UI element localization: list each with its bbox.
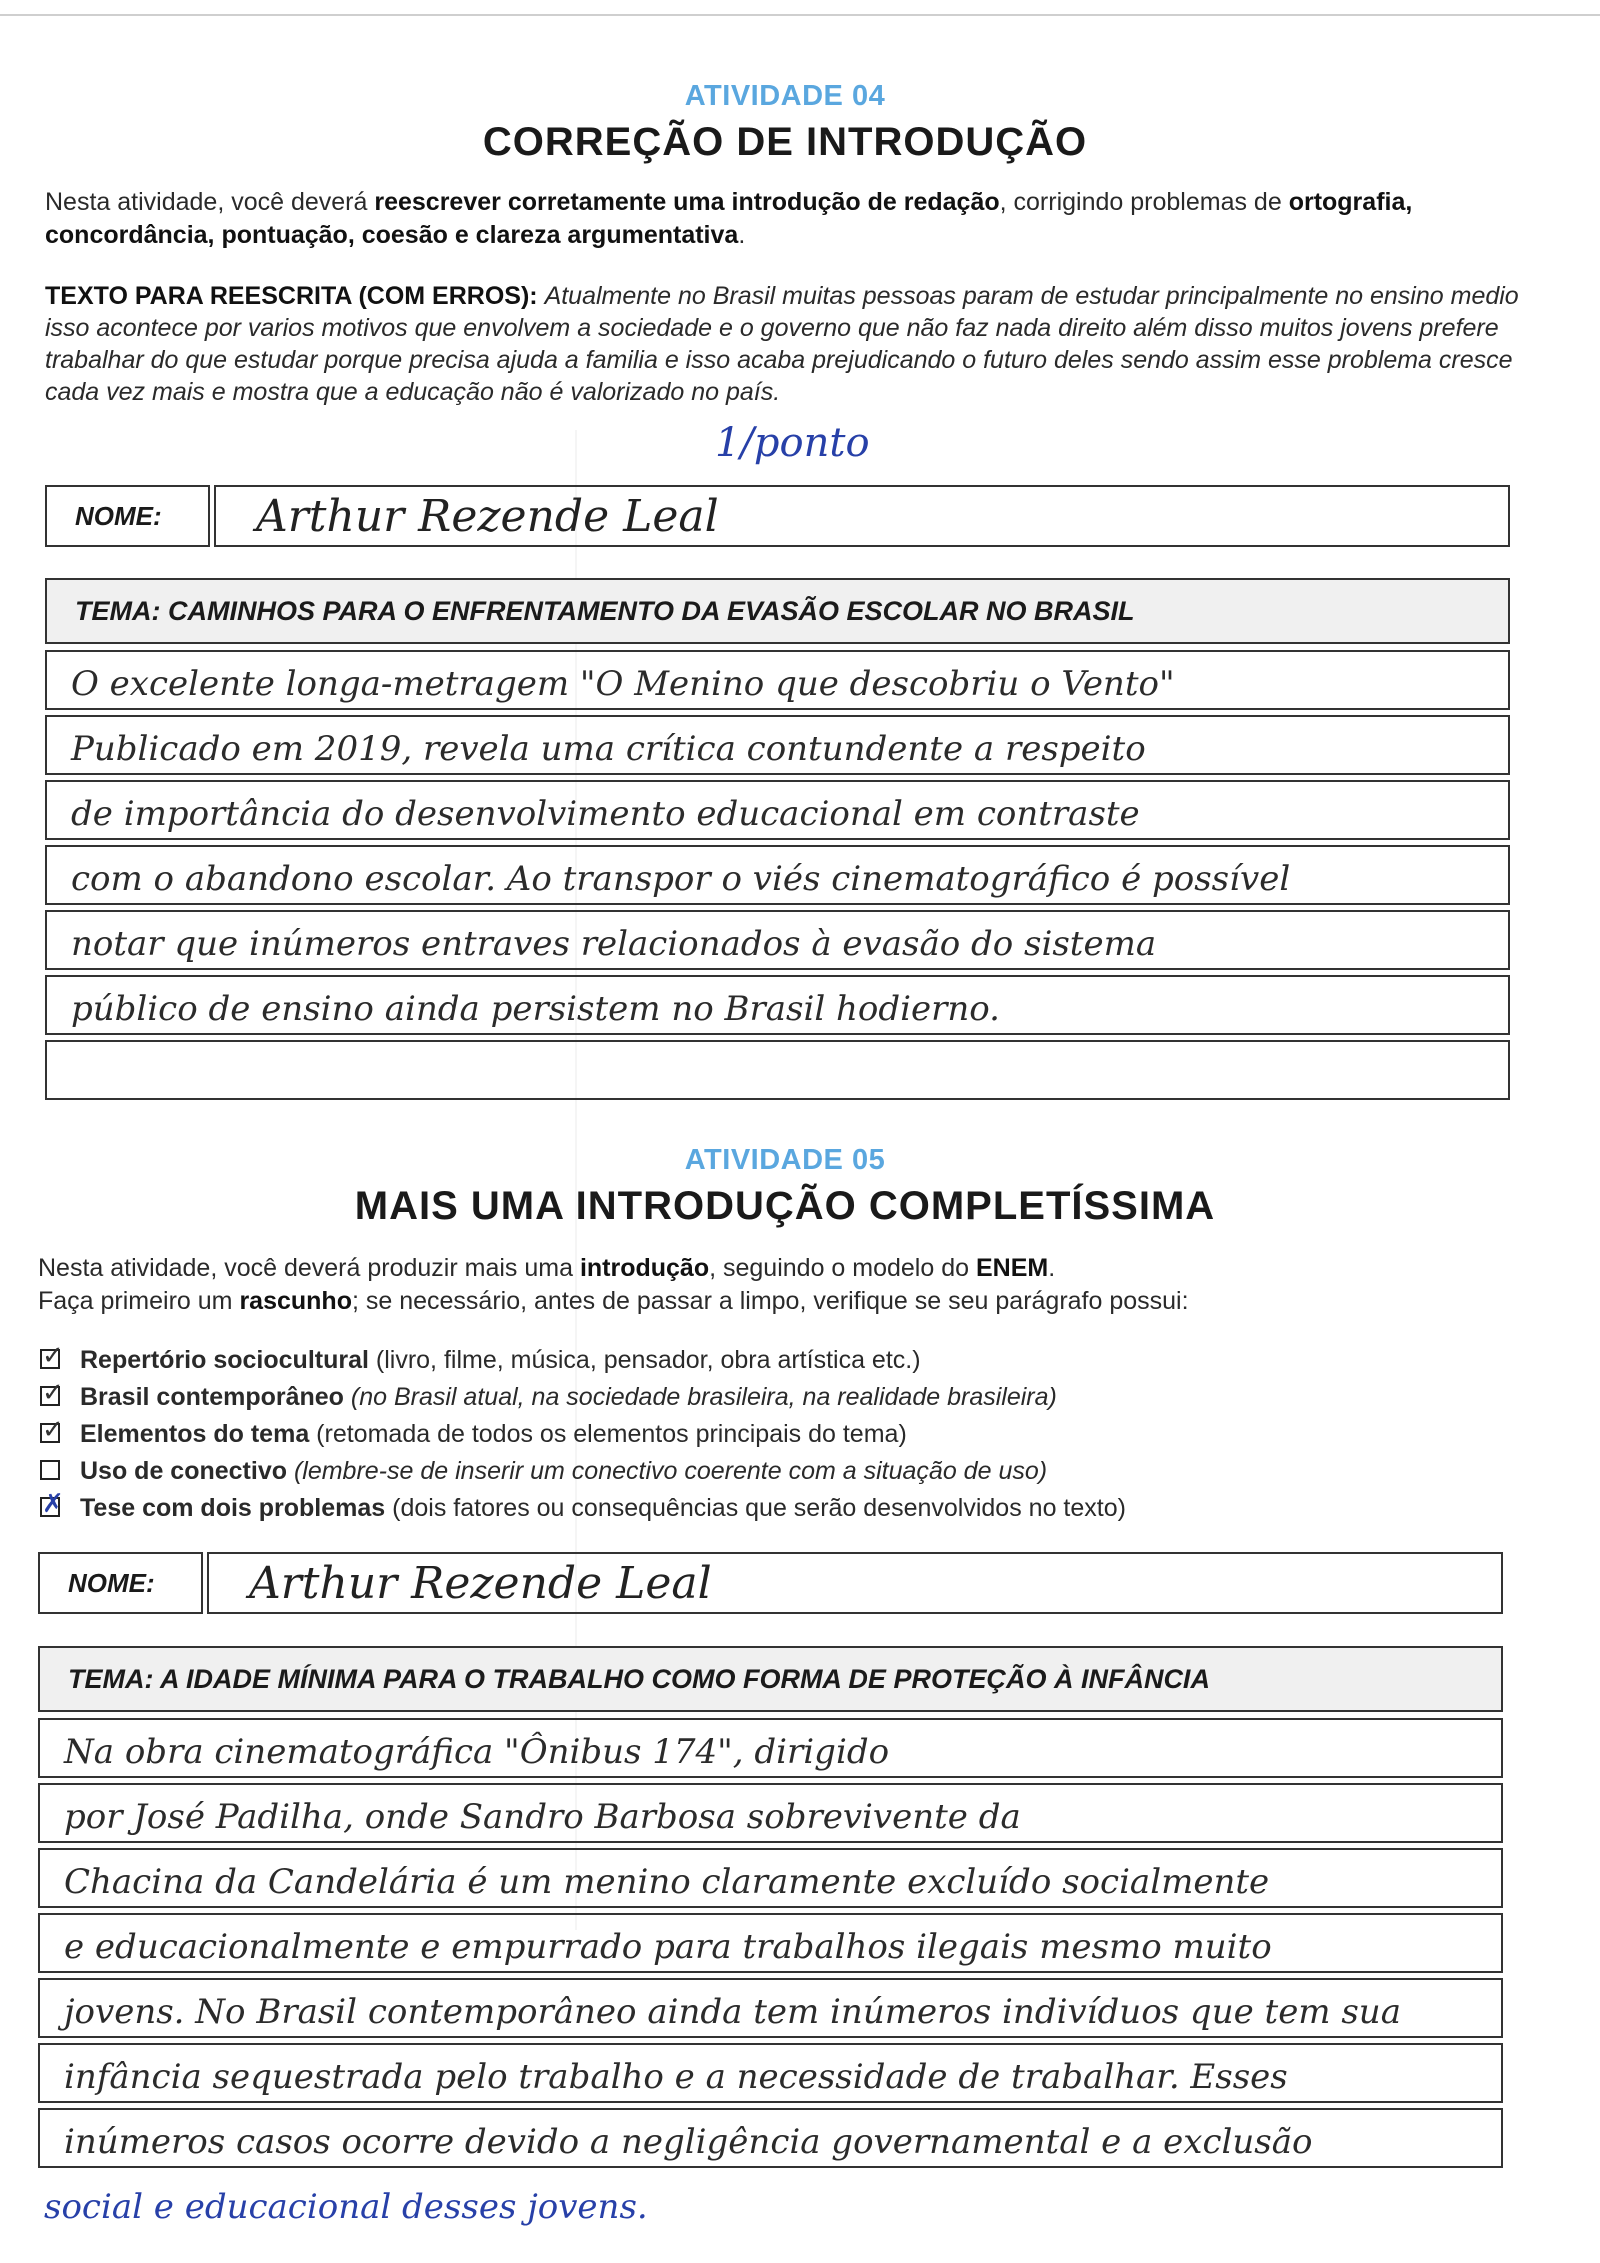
tema-activity-5: TEMA: A IDADE MÍNIMA PARA O TRABALHO COMO FORMA DE PROTEÇÃO À INFÂNCIA bbox=[38, 1646, 1503, 1712]
checkbox-checked-icon[interactable] bbox=[40, 1386, 60, 1406]
activity-5-label: ATIVIDADE 05 bbox=[684, 1144, 886, 1176]
answer-line: por José Padilha, onde Sandro Barbosa sobrevivente da bbox=[38, 1783, 1503, 1843]
text-to-rewrite-body: Atualmente no Brasil muitas pessoas param de estudar principalmente no ensino medio isso acontece por varios motivos que envolvem a sociedade e o governo que não faz nada direito além disso muitos jovens prefere trabalhar do que estudar porque precisa ajuda a familia e isso acaba prejudicando o futuro deles sendo assim esse problema cresce cada vez mais e mostra que a educação não é valorizado no país. bbox=[45, 282, 1519, 406]
answer-line: O excelente longa-metragem "O Menino que descobriu o Vento" bbox=[45, 650, 1510, 710]
answer-line: público de ensino ainda persistem no Brasil hodierno. bbox=[45, 975, 1510, 1035]
answer-line: Na obra cinematográfica "Ônibus 174", dirigido bbox=[38, 1718, 1503, 1778]
answer-line: notar que inúmeros entraves relacionados à evasão do sistema bbox=[45, 910, 1510, 970]
grade-mark: 1/ponto bbox=[715, 420, 870, 466]
checklist bbox=[40, 1342, 1540, 1527]
activity-4-label: ATIVIDADE 04 bbox=[684, 80, 886, 112]
page-top-rule bbox=[0, 14, 1600, 16]
name-label-1: NOME: bbox=[45, 485, 210, 547]
checkbox-crossed-icon[interactable] bbox=[40, 1497, 60, 1517]
checklist-item[interactable]: ✓Elementos do tema (retomada de todos os elementos principais do tema) bbox=[40, 1416, 1540, 1453]
activity-4-title: CORREÇÃO DE INTRODUÇÃO bbox=[482, 120, 1088, 164]
answer-line: infância sequestrada pelo trabalho e a necessidade de trabalhar. Esses bbox=[38, 2043, 1503, 2103]
activity-5-title: MAIS UMA INTRODUÇÃO COMPLETÍSSIMA bbox=[354, 1184, 1216, 1228]
answer-line: e educacionalmente e empurrado para trabalhos ilegais mesmo muito bbox=[38, 1913, 1503, 1973]
answer-line: inúmeros casos ocorre devido a negligência governamental e a exclusão bbox=[38, 2108, 1503, 2168]
answer-line bbox=[45, 1040, 1510, 1100]
answer-line: Publicado em 2019, revela uma crítica contundente a respeito bbox=[45, 715, 1510, 775]
activity-4-instructions: Nesta atividade, você deverá reescrever corretamente uma introdução de redação, corrigindo problemas de ortografia, concordância, pontuação, coesão e clareza argumentativa. bbox=[45, 188, 1413, 249]
answer-line: de importância do desenvolvimento educacional em contraste bbox=[45, 780, 1510, 840]
name-field-1[interactable]: Arthur Rezende Leal bbox=[214, 485, 1510, 547]
checklist-item[interactable]: ✓Repertório sociocultural (livro, filme, música, pensador, obra artística etc.) bbox=[40, 1342, 1540, 1379]
checkbox-checked-icon[interactable] bbox=[40, 1349, 60, 1369]
checklist-item[interactable]: Uso de conectivo (lembre-se de inserir um conectivo coerente com a situação de uso) bbox=[40, 1453, 1540, 1490]
answer-line: com o abandono escolar. Ao transpor o viés cinematográfico é possível bbox=[45, 845, 1510, 905]
answer-line: jovens. No Brasil contemporâneo ainda tem inúmeros indivíduos que tem sua bbox=[38, 1978, 1503, 2038]
answer-lines-activity-4[interactable] bbox=[45, 650, 1510, 1105]
text-to-rewrite-label: TEXTO PARA REESCRITA (COM ERROS): bbox=[45, 282, 538, 310]
checklist-item[interactable]: ✓Brasil contemporâneo (no Brasil atual, na sociedade brasileira, na realidade brasileira) bbox=[40, 1379, 1540, 1416]
checkbox-checked-icon[interactable] bbox=[40, 1423, 60, 1443]
name-label-2: NOME: bbox=[38, 1552, 203, 1614]
answer-lines-activity-5[interactable] bbox=[38, 1718, 1568, 2258]
checklist-item[interactable]: ✗Tese com dois problemas (dois fatores ou consequências que serão desenvolvidos no texto) bbox=[40, 1490, 1540, 1527]
name-field-2[interactable]: Arthur Rezende Leal bbox=[207, 1552, 1503, 1614]
answer-line: social e educacional desses jovens. bbox=[44, 2187, 648, 2227]
tema-activity-4: TEMA: CAMINHOS PARA O ENFRENTAMENTO DA EVASÃO ESCOLAR NO BRASIL bbox=[45, 578, 1510, 644]
checkbox-empty-icon[interactable] bbox=[40, 1460, 60, 1480]
activity-5-instructions: Nesta atividade, você deverá produzir mais uma introdução, seguindo o modelo do ENEM. Faça primeiro um rascunho; se necessário, antes de passar a limpo, verifique se seu parágrafo possui: bbox=[38, 1254, 1189, 1315]
answer-line: Chacina da Candelária é um menino claramente excluído socialmente bbox=[38, 1848, 1503, 1908]
text-to-rewrite bbox=[45, 280, 1535, 408]
